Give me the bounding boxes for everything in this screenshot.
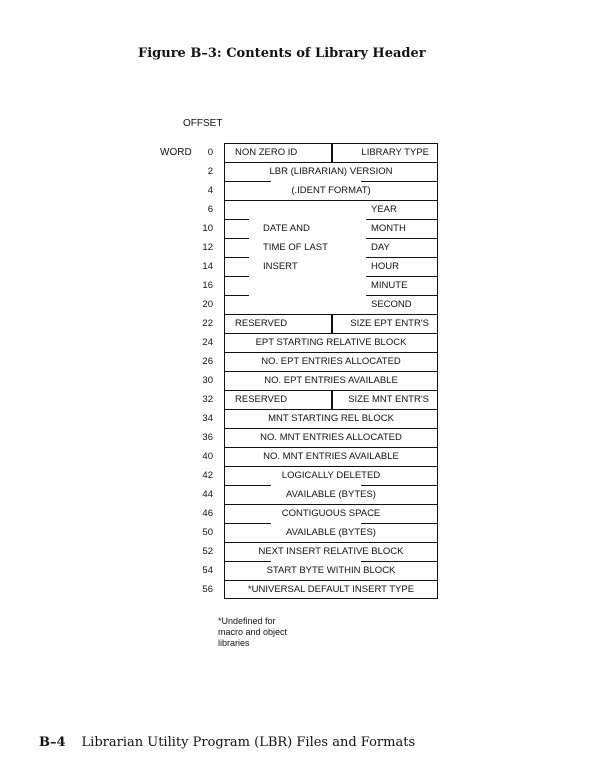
word-offset: 12 — [202, 242, 213, 253]
word-offset: 14 — [202, 261, 213, 272]
date-block-text: INSERT — [263, 261, 298, 272]
word-offset: 2 — [207, 166, 213, 177]
word-offset: 50 — [202, 527, 213, 538]
table-row — [202, 504, 437, 523]
table-row — [202, 523, 437, 542]
cell-center: MNT STARTING REL BLOCK — [268, 413, 394, 424]
date-field: HOUR — [371, 261, 399, 272]
word-offset: 42 — [202, 470, 213, 481]
word-offset: 0 — [207, 147, 213, 158]
date-field: DAY — [371, 242, 390, 253]
table-row — [202, 428, 437, 447]
table-row — [202, 580, 437, 599]
table-row — [202, 447, 437, 466]
table-row — [202, 238, 437, 257]
word-label: WORD — [160, 147, 192, 158]
word-offset: 56 — [202, 584, 213, 595]
library-header-table — [202, 143, 438, 599]
date-field: SECOND — [371, 299, 412, 310]
date-block-text: DATE AND — [263, 223, 310, 234]
footnote — [218, 616, 287, 649]
table-row — [202, 219, 437, 238]
table-row — [202, 333, 437, 352]
word-offset: 16 — [202, 280, 213, 291]
table-row — [202, 314, 437, 333]
table-row — [202, 542, 437, 561]
word-offset: 52 — [202, 546, 213, 557]
cell-center: NO. EPT ENTRIES ALLOCATED — [261, 356, 401, 367]
table-row — [202, 295, 437, 314]
cell-right: LIBRARY TYPE — [361, 147, 429, 158]
cell-divider — [331, 314, 333, 333]
table-row — [202, 371, 437, 390]
word-offset: 44 — [202, 489, 213, 500]
cell-center: LOGICALLY DELETED — [281, 470, 381, 481]
cell-divider — [331, 390, 333, 409]
table-row — [202, 257, 437, 276]
cell-center: NO. MNT ENTRIES ALLOCATED — [260, 432, 402, 443]
cell-center: START BYTE WITHIN BLOCK — [266, 565, 396, 576]
word-offset: 10 — [202, 223, 213, 234]
word-offset: 40 — [202, 451, 213, 462]
table-row — [202, 409, 437, 428]
offset-label: OFFSET — [183, 118, 223, 129]
cell-center: NO. MNT ENTRIES AVAILABLE — [263, 451, 399, 462]
word-offset: 30 — [202, 375, 213, 386]
word-offset: 36 — [202, 432, 213, 443]
cell-center: NEXT INSERT RELATIVE BLOCK — [258, 546, 404, 557]
date-field: YEAR — [371, 204, 397, 215]
cell-center: (.IDENT FORMAT) — [291, 185, 371, 196]
table-row — [207, 181, 437, 200]
cell-center: NO. EPT ENTRIES AVAILABLE — [264, 375, 398, 386]
footnote-line: macro and object — [218, 627, 288, 637]
table-row — [202, 561, 437, 580]
word-offset: 46 — [202, 508, 213, 519]
table-row — [202, 466, 437, 485]
word-offset: 6 — [207, 204, 213, 215]
cell-right: SIZE EPT ENTR'S — [350, 318, 429, 329]
date-field: MONTH — [371, 223, 406, 234]
word-offset: 34 — [202, 413, 213, 424]
cell-center: AVAILABLE (BYTES) — [286, 489, 376, 500]
table-row — [202, 352, 437, 371]
footnote-line: libraries — [218, 638, 250, 648]
table-row — [202, 390, 437, 409]
word-offset: 54 — [202, 565, 213, 576]
date-field: MINUTE — [371, 280, 408, 291]
table-row — [202, 485, 437, 504]
table-row — [207, 200, 437, 219]
footer-title: Librarian Utility Program (LBR) Files and Formats — [81, 735, 416, 750]
cell-center: AVAILABLE (BYTES) — [286, 527, 376, 538]
cell-left: RESERVED — [235, 394, 288, 405]
cell-left: NON ZERO ID — [235, 147, 298, 158]
cell-left: RESERVED — [235, 318, 288, 329]
word-offset: 4 — [207, 185, 213, 196]
date-block-text: TIME OF LAST — [263, 242, 328, 253]
cell-center: CONTIGUOUS SPACE — [281, 508, 381, 519]
footnote-line: *Undefined for — [218, 616, 276, 626]
word-offset: 26 — [202, 356, 213, 367]
page-footer — [39, 735, 415, 750]
figure-title: Figure B–3: Contents of Library Header — [138, 46, 426, 61]
cell-center: LBR (LIBRARIAN) VERSION — [269, 166, 393, 177]
table-row — [202, 276, 437, 295]
word-offset: 22 — [202, 318, 213, 329]
cell-center: *UNIVERSAL DEFAULT INSERT TYPE — [247, 584, 415, 595]
word-offset: 24 — [202, 337, 213, 348]
table-row — [207, 162, 437, 181]
word-offset: 32 — [202, 394, 213, 405]
table-row — [207, 143, 437, 162]
page-number: B–4 — [39, 735, 66, 750]
cell-divider — [331, 143, 333, 162]
cell-center: EPT STARTING RELATIVE BLOCK — [255, 337, 407, 348]
word-offset: 20 — [202, 299, 213, 310]
cell-right: SIZE MNT ENTR'S — [348, 394, 429, 405]
